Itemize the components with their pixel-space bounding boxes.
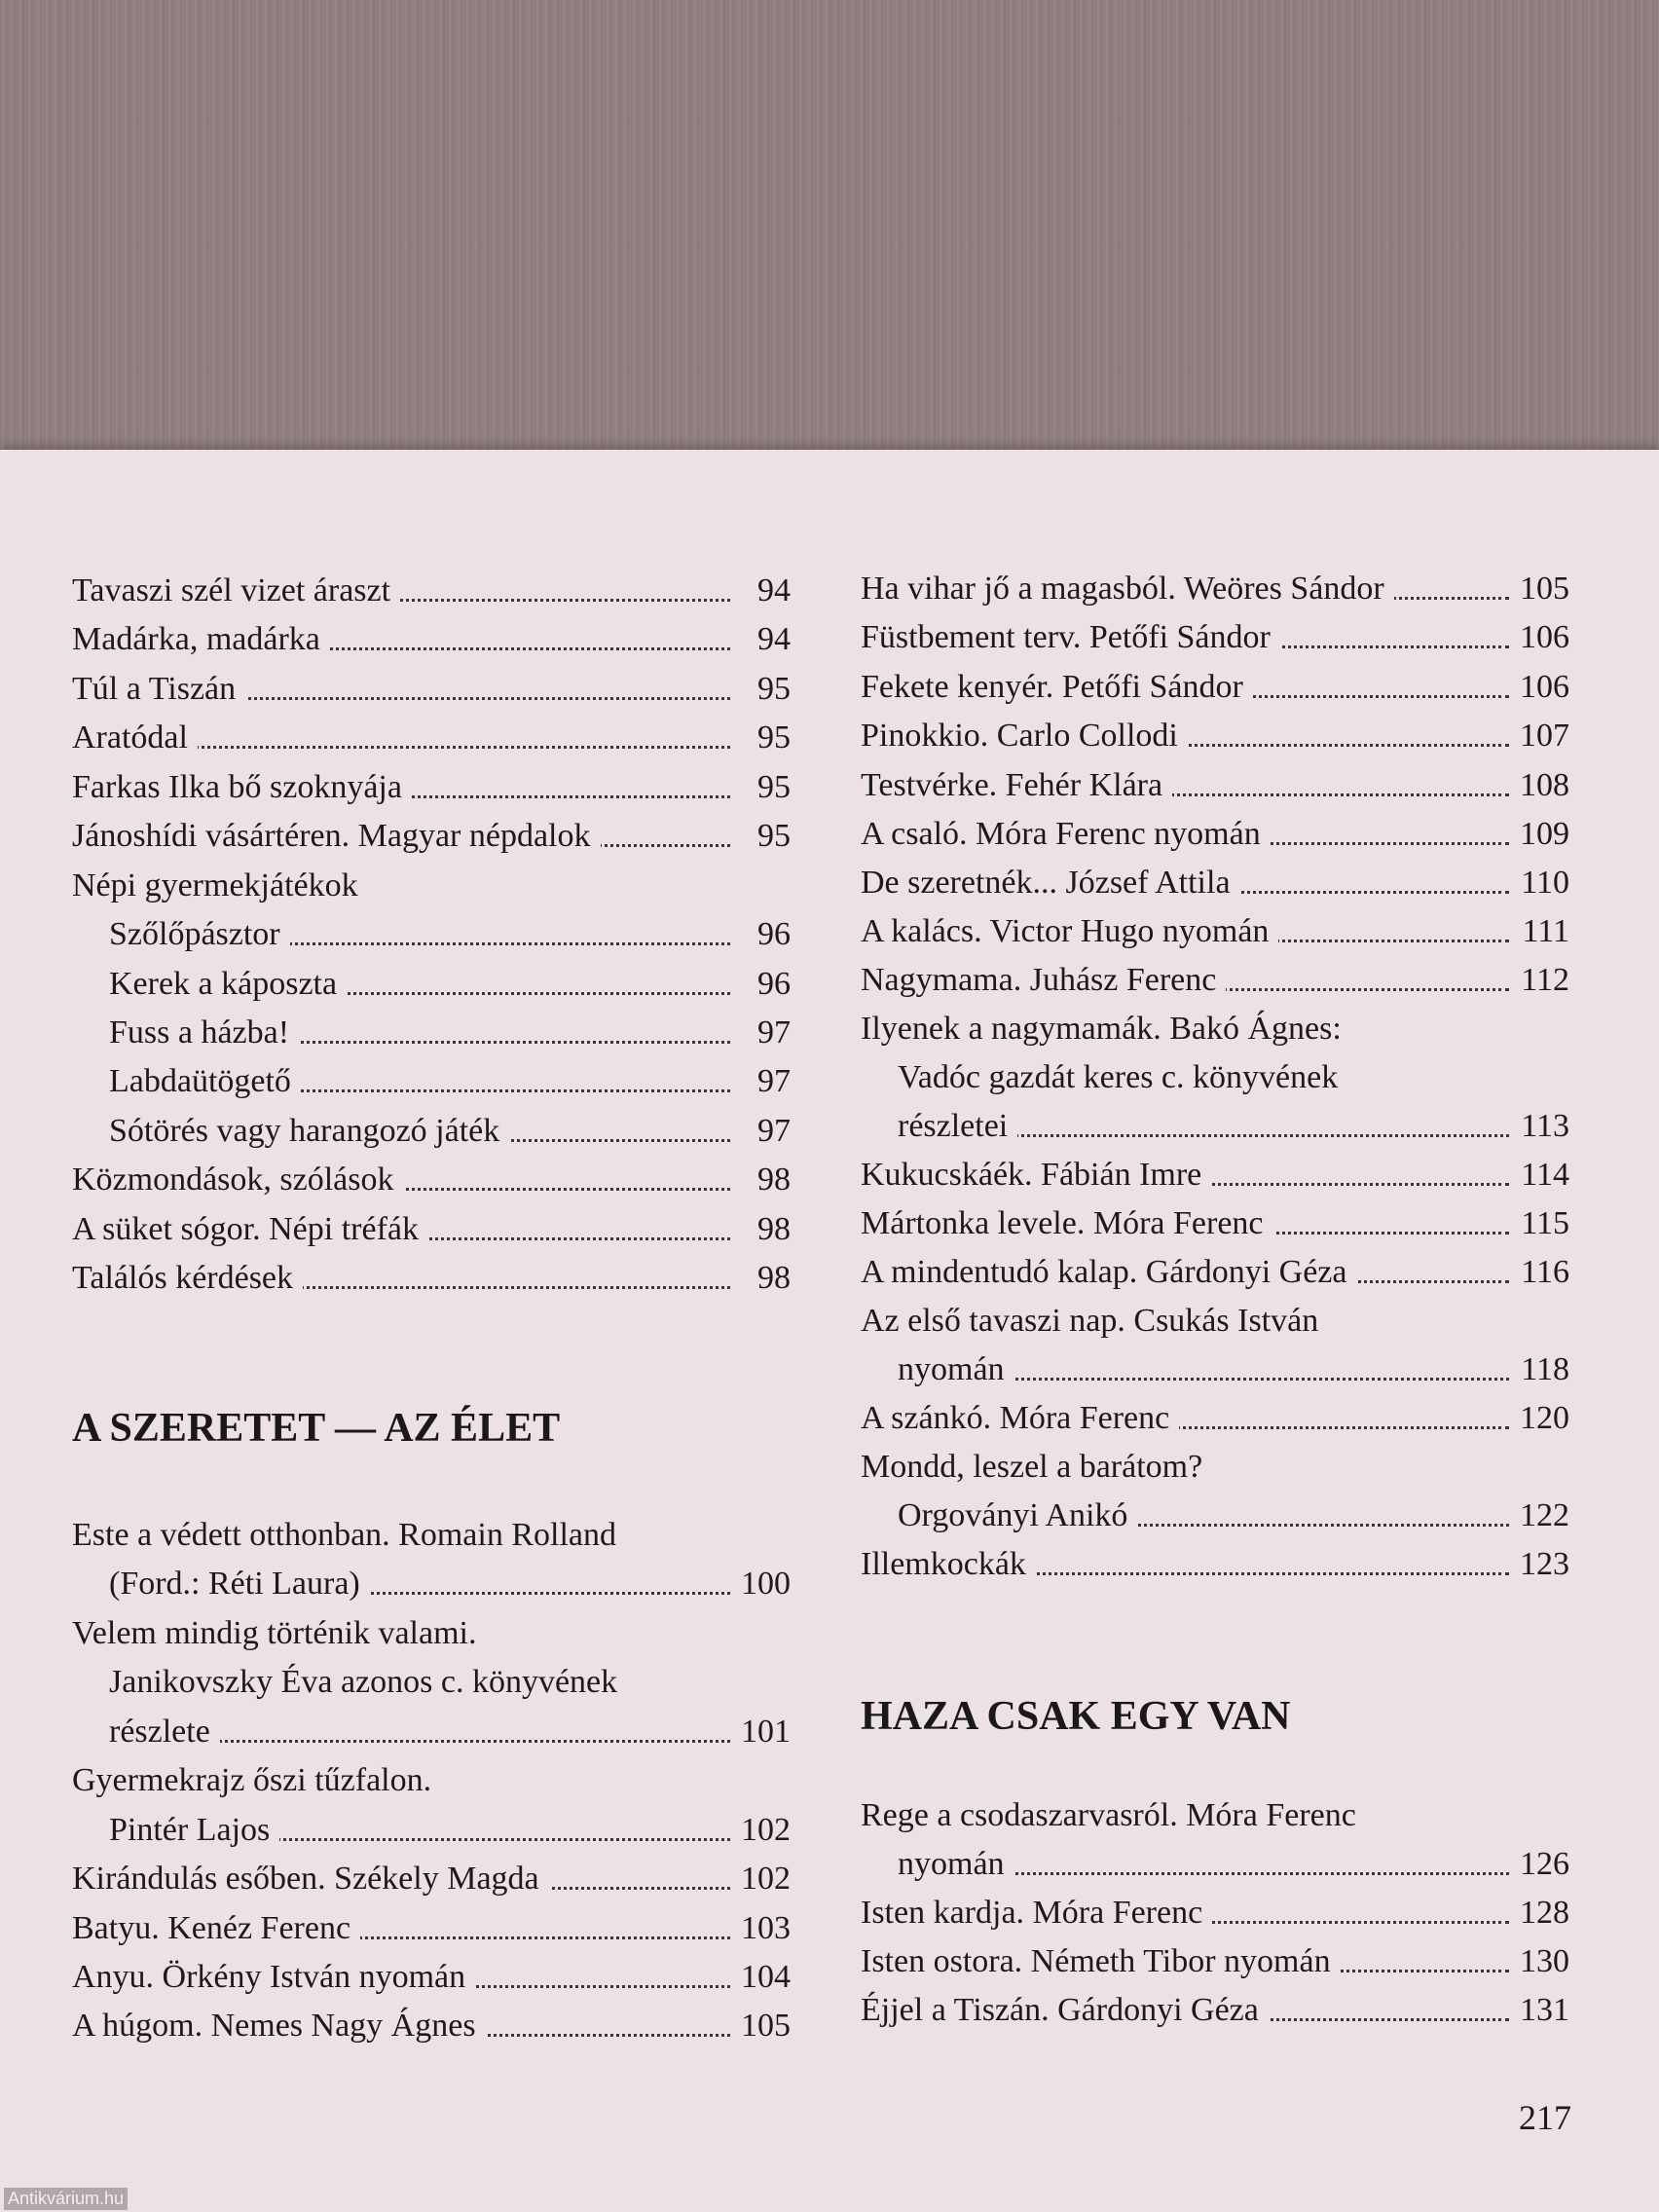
entry-page-number: 120 [1515, 1394, 1569, 1443]
entry-page-number: 118 [1515, 1346, 1569, 1394]
entry-title: Gyermekrajz őszi tűzfalon. [72, 1756, 441, 1805]
entry-title: Mondd, leszel a barátom? [861, 1443, 1212, 1492]
entry-title: nyomán [898, 1840, 1014, 1889]
toc-entry-ford-reti-laura [72, 1560, 791, 1608]
toc-entry-testverke-feher-klara [861, 761, 1569, 810]
entry-page-number: 109 [1515, 810, 1569, 859]
entry-title: Labdaütögető [109, 1057, 301, 1106]
toc-entry-a-kalacs-victor-hugo-nyoman [861, 907, 1569, 956]
entry-page-number: 98 [736, 1254, 791, 1303]
page-number: 217 [1519, 2098, 1571, 2137]
entry-page-number: 107 [1515, 712, 1569, 760]
entry-title: Népi gyermekjátékok [72, 862, 368, 910]
toc-entry-kozmondasok-szolasok [72, 1156, 791, 1204]
toc-entry-a-hugom-nemes-nagy-agnes [72, 2002, 791, 2050]
toc-entry-janoshidi-vasarteren-magyar-nepdalok [72, 812, 791, 861]
toc-entry-a-mindentudo-kalap-gardonyi-geza [861, 1248, 1569, 1297]
entry-page-number: 94 [736, 567, 791, 615]
toc-entry-reszletei [861, 1102, 1569, 1151]
entry-title: Este a védett otthonban. Romain Rolland [72, 1511, 626, 1560]
toc-entry-talalos-kerdesek [72, 1254, 791, 1303]
toc-entry-fustbement-terv-petofi-sandor [861, 613, 1569, 662]
entry-page-number: 116 [1515, 1248, 1569, 1297]
entry-page-number: 106 [1515, 663, 1569, 712]
entry-page-number: 96 [736, 960, 791, 1009]
entry-page-number: 95 [736, 714, 791, 762]
toc-entry-tul-a-tiszan [72, 665, 791, 714]
entry-page-number: 106 [1515, 613, 1569, 662]
toc-entry-kerek-a-kaposzta [72, 960, 791, 1009]
entry-title: Kukucskáék. Fábián Imre [861, 1151, 1211, 1199]
toc-entry-a-suket-sogor-nepi-trefak [72, 1205, 791, 1254]
toc-entry-de-szeretnek-jozsef-attila [861, 859, 1569, 907]
entry-title: Janikovszky Éva azonos c. könyvének [109, 1658, 627, 1707]
entry-title: Rege a csodaszarvasról. Móra Ferenc [861, 1791, 1366, 1840]
entry-title: Szőlőpásztor [109, 910, 290, 959]
entry-page-number: 102 [736, 1855, 791, 1903]
entry-title: A mindentudó kalap. Gárdonyi Géza [861, 1248, 1356, 1297]
entry-page-number: 105 [736, 2002, 791, 2050]
entry-title: Éjjel a Tiszán. Gárdonyi Géza [861, 1986, 1269, 2035]
section-heading: HAZA CSAK EGY VAN [861, 1694, 1291, 1739]
entry-title: Pinokkio. Carlo Collodi [861, 712, 1188, 760]
entry-page-number: 98 [736, 1156, 791, 1204]
entry-page-number: 95 [736, 763, 791, 812]
entry-page-number: 97 [736, 1107, 791, 1156]
entry-page-number: 98 [736, 1205, 791, 1254]
entry-title: Ha vihar jő a magasból. Weöres Sándor [861, 565, 1394, 613]
toc-entry-tavaszi-szel-vizet-araszt [72, 567, 791, 615]
entry-page-number: 97 [736, 1009, 791, 1057]
entry-page-number: 95 [736, 812, 791, 861]
entry-title: Sótörés vagy harangozó játék [109, 1107, 509, 1156]
entry-page-number: 131 [1515, 1986, 1569, 2035]
entry-title: Illemkockák [861, 1540, 1036, 1589]
background-surface [0, 0, 1659, 467]
entry-title: Anyu. Örkény István nyomán [72, 1953, 475, 2002]
toc-entry-aratodal [72, 714, 791, 762]
toc-entry-gyermekrajz-oszi-tuzfalon [72, 1756, 791, 1805]
entry-title: Orgoványi Anikó [898, 1492, 1137, 1540]
toc-entry-rege-a-csodaszarvasrol-mora-ferenc [861, 1791, 1569, 1840]
entry-title: Isten ostora. Németh Tibor nyomán [861, 1937, 1341, 1986]
toc-entry-labdautogeto [72, 1057, 791, 1106]
toc-entry-reszlete [72, 1708, 791, 1756]
toc-entry-martonka-levele-mora-ferenc [861, 1199, 1569, 1248]
entry-page-number: 101 [736, 1708, 791, 1756]
toc-entry-orgovanyi-aniko [861, 1492, 1569, 1540]
toc-entry-a-csalo-mora-ferenc-nyoman [861, 810, 1569, 859]
entry-title: A húgom. Nemes Nagy Ágnes [72, 2002, 486, 2050]
entry-title: Fekete kenyér. Petőfi Sándor [861, 663, 1253, 712]
toc-entry-sotores-vagy-harangozo-jatek [72, 1107, 791, 1156]
entry-title: részletei [898, 1102, 1017, 1151]
entry-page-number: 94 [736, 615, 791, 664]
entry-title: A süket sógor. Népi tréfák [72, 1205, 428, 1254]
entry-title: A kalács. Victor Hugo nyomán [861, 907, 1278, 956]
toc-entry-illemkockak [861, 1540, 1569, 1589]
entry-title: Kirándulás esőben. Székely Magda [72, 1855, 549, 1903]
entry-page-number: 130 [1515, 1937, 1569, 1986]
toc-entry-ha-vihar-jo-a-magasbol-weores-sandor [861, 565, 1569, 613]
entry-title: Az első tavaszi nap. Csukás István [861, 1297, 1328, 1346]
entry-title: Isten kardja. Móra Ferenc [861, 1889, 1212, 1937]
entry-page-number: 122 [1515, 1492, 1569, 1540]
entry-page-number: 95 [736, 665, 791, 714]
toc-entry-vadoc-gazdat-keres-c-konyvenek [861, 1053, 1569, 1102]
entry-title: Kerek a káposzta [109, 960, 347, 1009]
entry-page-number: 126 [1515, 1840, 1569, 1889]
toc-entry-velem-mindig-tortenik-valami [72, 1609, 791, 1658]
entry-title: A szánkó. Móra Ferenc [861, 1394, 1179, 1443]
entry-page-number: 105 [1515, 565, 1569, 613]
entry-title: részlete [109, 1708, 220, 1756]
toc-entry-nagymama-juhasz-ferenc [861, 956, 1569, 1005]
toc-entry-a-szanko-mora-ferenc [861, 1394, 1569, 1443]
entry-title: A csaló. Móra Ferenc nyomán [861, 810, 1271, 859]
entry-title: Testvérke. Fehér Klára [861, 761, 1172, 810]
entry-title: Batyu. Kenéz Ferenc [72, 1904, 360, 1953]
entry-title: Velem mindig történik valami. [72, 1609, 486, 1658]
entry-title: Találós kérdések [72, 1254, 303, 1303]
entry-title: Füstbement terv. Petőfi Sándor [861, 613, 1280, 662]
toc-entry-fekete-kenyer-petofi-sandor [861, 663, 1569, 712]
entry-title: Vadóc gazdát keres c. könyvének [898, 1053, 1347, 1102]
entry-page-number: 111 [1515, 907, 1569, 956]
entry-page-number: 104 [736, 1953, 791, 2002]
entry-page-number: 97 [736, 1057, 791, 1106]
entry-page-number: 102 [736, 1806, 791, 1855]
toc-entry-anyu-orkeny-istvan-nyoman [72, 1953, 791, 2002]
entry-page-number: 96 [736, 910, 791, 959]
toc-entry-pinter-lajos [72, 1806, 791, 1855]
entry-title: Nagymama. Juhász Ferenc [861, 956, 1226, 1005]
toc-entry-batyu-kenez-ferenc [72, 1904, 791, 1953]
entry-page-number: 123 [1515, 1540, 1569, 1589]
toc-entry-farkas-ilka-bo-szoknyaja [72, 763, 791, 812]
toc-entry-ilyenek-a-nagymamak-bako-agnes [861, 1005, 1569, 1053]
toc-entry-isten-ostora-nemeth-tibor-nyoman [861, 1937, 1569, 1986]
toc-entry-kirandulas-esoben-szekely-magda [72, 1855, 791, 1903]
toc-entry-kukucskaek-fabian-imre [861, 1151, 1569, 1199]
toc-entry-madarka-madarka [72, 615, 791, 664]
toc-entry-este-a-vedett-otthonban-romain-rolland [72, 1511, 791, 1560]
toc-entry-mondd-leszel-a-baratom [861, 1443, 1569, 1492]
entry-page-number: 108 [1515, 761, 1569, 810]
entry-page-number: 110 [1515, 859, 1569, 907]
entry-page-number: 113 [1515, 1102, 1569, 1151]
toc-entry-fuss-a-hazba [72, 1009, 791, 1057]
entry-title: De szeretnék... József Attila [861, 859, 1240, 907]
entry-title: Túl a Tiszán [72, 665, 245, 714]
section-heading: A SZERETET — AZ ÉLET [72, 1406, 561, 1451]
entry-page-number: 100 [736, 1560, 791, 1608]
toc-entry-isten-kardja-mora-ferenc [861, 1889, 1569, 1937]
entry-title: Tavaszi szél vizet áraszt [72, 567, 400, 615]
entry-title: Farkas Ilka bő szoknyája [72, 763, 412, 812]
entry-title: Ilyenek a nagymamák. Bakó Ágnes: [861, 1005, 1351, 1053]
toc-entry-nepi-gyermekjatekok [72, 862, 791, 910]
entry-page-number: 114 [1515, 1151, 1569, 1199]
toc-entry-nyoman [861, 1346, 1569, 1394]
toc-entry-pinokkio-carlo-collodi [861, 712, 1569, 760]
entry-title: nyomán [898, 1346, 1014, 1394]
toc-entry-az-elso-tavaszi-nap-csukas-istvan [861, 1297, 1569, 1346]
entry-page-number: 103 [736, 1904, 791, 1953]
entry-title: Közmondások, szólások [72, 1156, 404, 1204]
toc-entry-ejjel-a-tiszan-gardonyi-geza [861, 1986, 1569, 2035]
toc-entry-nyoman [861, 1840, 1569, 1889]
entry-page-number: 115 [1515, 1199, 1569, 1248]
entry-title: Jánoshídi vásártéren. Magyar népdalok [72, 812, 601, 861]
entry-title: Fuss a házba! [109, 1009, 299, 1057]
toc-entry-janikovszky-eva-azonos-c-konyvenek [72, 1658, 791, 1707]
book-page [0, 450, 1659, 2212]
entry-title: Pintér Lajos [109, 1806, 279, 1855]
entry-page-number: 128 [1515, 1889, 1569, 1937]
entry-title: (Ford.: Réti Laura) [109, 1560, 370, 1608]
entry-title: Madárka, madárka [72, 615, 330, 664]
entry-page-number: 112 [1515, 956, 1569, 1005]
entry-title: Mártonka levele. Móra Ferenc [861, 1199, 1273, 1248]
entry-title: Aratódal [72, 714, 198, 762]
toc-entry-szolopasztor [72, 910, 791, 959]
watermark: Antikvárium.hu [4, 2188, 128, 2210]
